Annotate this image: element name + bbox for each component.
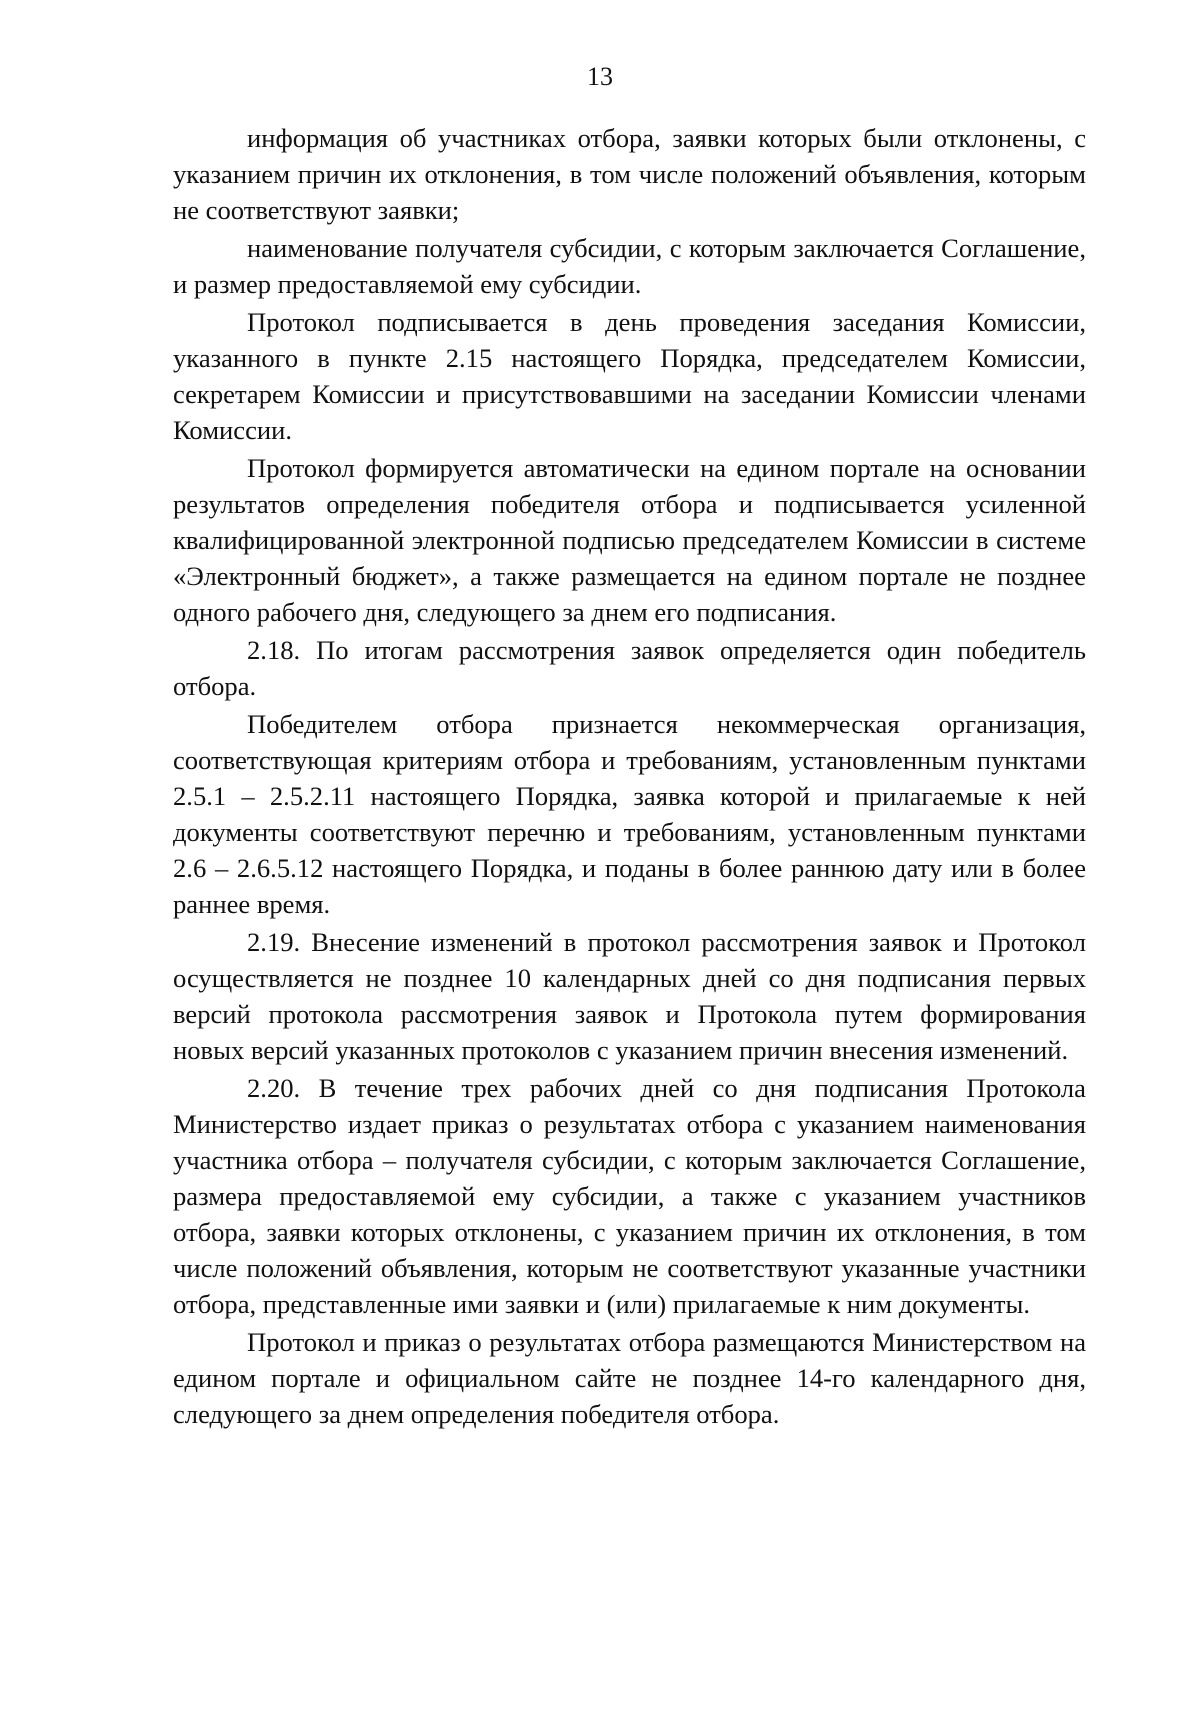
paragraph-recipient-name: наименование получателя субсидии, с которым заключается Соглашение, и размер предоставляемой ему субсидии. (173, 233, 1086, 299)
paragraph-winner-criteria: Победителем отбора признается некоммерческая организация, соответствующая критериям отбора и требованиям, установленным пунктами 2.5.1 – 2.5.2.11 настоящего Порядка, заявка которой и прилагаемые к ней документы соответствуют перечню и требованиям, установленным пунктами 2.6 – 2.6.5.12 настоящего Порядка, и поданы в более раннюю дату или в более раннее время. (173, 709, 1086, 919)
paragraph-2-19: 2.19. Внесение изменений в протокол рассмотрения заявок и Протокол осуществляется не позднее 10 календарных дней со дня подписания первых версий протокола рассмотрения заявок и Протокола путем формирования новых версий указанных протоколов с указанием причин внесения изменений. (173, 927, 1086, 1065)
paragraph-publication: Протокол и приказ о результатах отбора размещаются Министерством на едином портале и официальном сайте не позднее 14-го календарного дня, следующего за днем определения победителя отбора. (173, 1327, 1086, 1429)
paragraph-2-20: 2.20. В течение трех рабочих дней со дня подписания Протокола Министерство издает приказ о результатах отбора с указанием наименования участника отбора – получателя субсидии, с которым заключается Соглашение, размера предоставляемой ему субсидии, а также с указанием участников отбора, заявки которых отклонены, с указанием причин их отклонения, в том числе положений объявления, которым не соответствуют указанные участники отбора, представленные ими заявки и (или) прилагаемые к ним документы. (173, 1073, 1086, 1319)
paragraph-2-18: 2.18. По итогам рассмотрения заявок определяется один победитель отбора. (173, 635, 1086, 701)
paragraph-protocol-generation: Протокол формируется автоматически на едином портале на основании результатов определения победителя отбора и подписывается усиленной квалифицированной электронной подписью председателем Комиссии в системе «Электронный бюджет», а также размещается на едином портале не позднее одного рабочего дня, следующего за днем его подписания. (173, 453, 1086, 627)
document-body (173, 120, 1086, 1434)
paragraph-rejected-participants-info: информация об участниках отбора, заявки которых были отклонены, с указанием причин их отклонения, в том числе положений объявления, которым не соответствуют заявки; (173, 123, 1086, 225)
paragraph-protocol-signing: Протокол подписывается в день проведения заседания Комиссии, указанного в пункте 2.15 настоящего Порядка, председателем Комиссии, секретарем Комиссии и присутствовавшими на заседании Комиссии членами Комиссии. (173, 307, 1086, 445)
page-number: 13 (587, 62, 613, 91)
